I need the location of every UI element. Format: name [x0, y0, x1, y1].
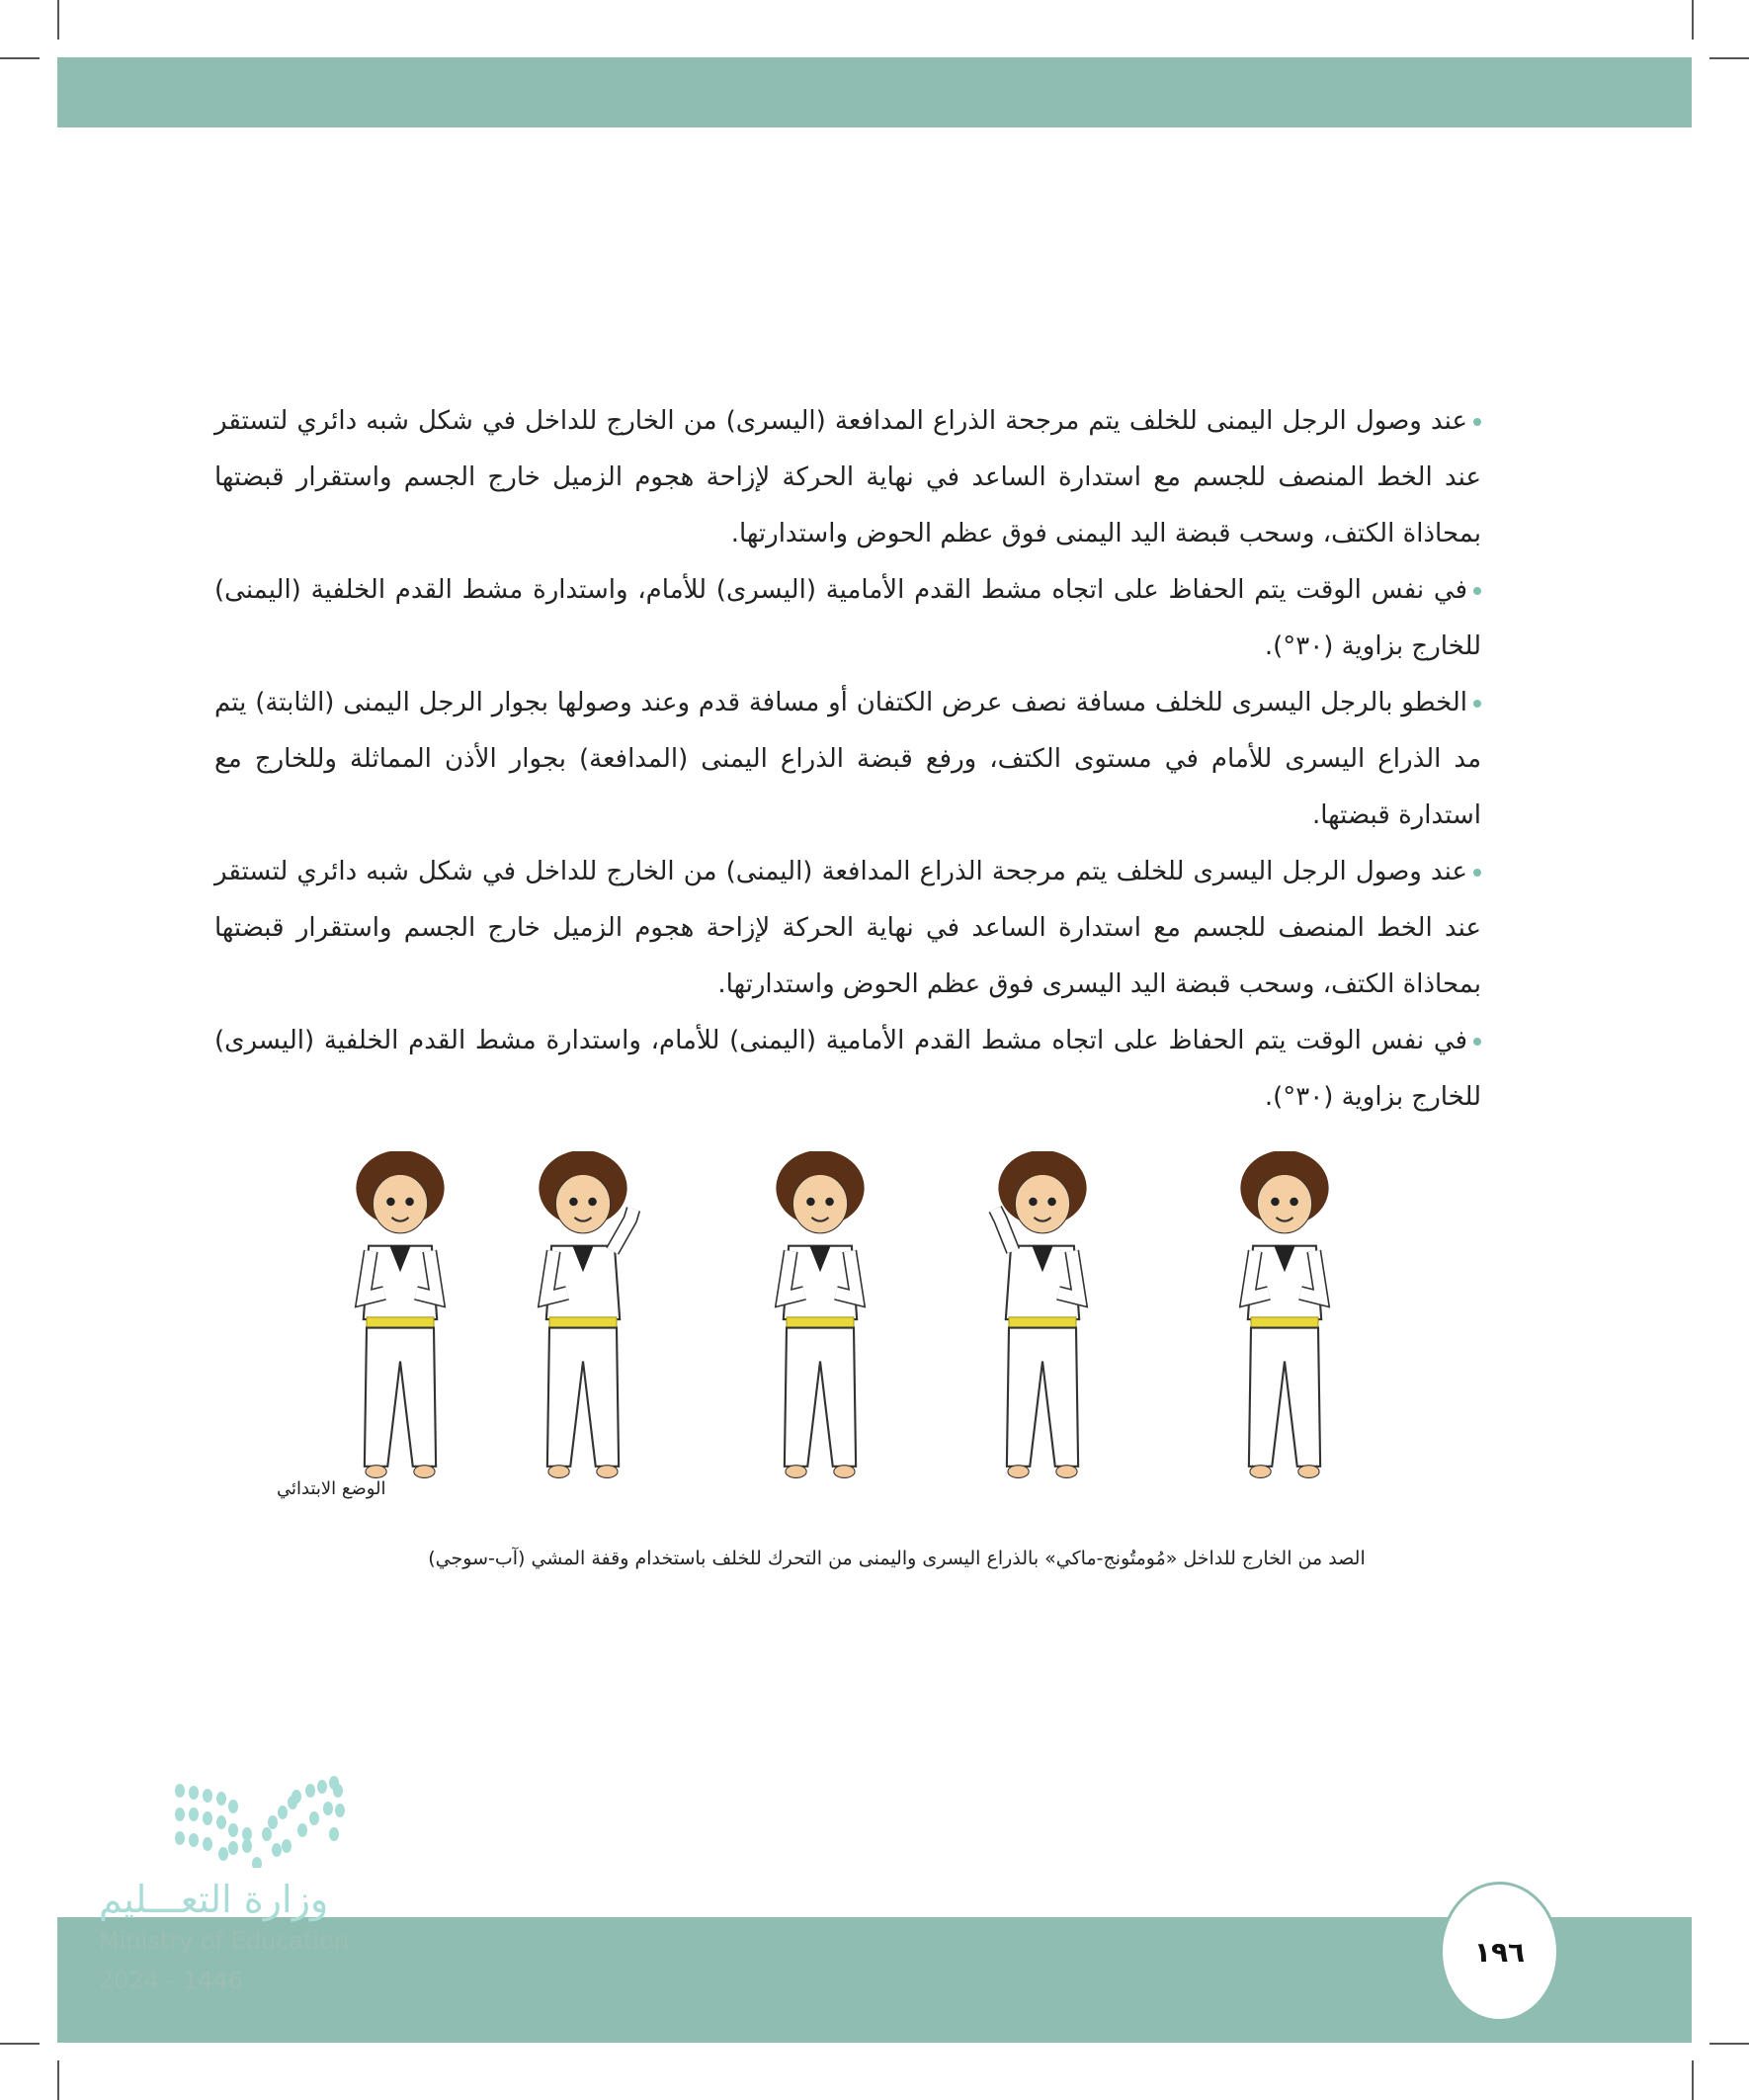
page-number-text: ١٩٦: [1473, 1935, 1526, 1969]
logo-dot: [252, 1857, 262, 1868]
bullet-icon: [1473, 869, 1481, 877]
crop-mark: [57, 0, 59, 40]
crop-mark: [1692, 2060, 1694, 2100]
bullet-paragraph: [214, 1013, 1481, 1126]
bullet-paragraph: [214, 562, 1481, 675]
page-number: [1440, 1882, 1559, 2022]
bullet-icon: [1473, 700, 1481, 708]
crop-mark: [1692, 0, 1694, 40]
logo-dot: [333, 1784, 343, 1798]
logo-dot: [262, 1827, 272, 1841]
karate-figures: [287, 1151, 1462, 1497]
logo-dot: [228, 1841, 238, 1855]
logo-dot: [317, 1780, 327, 1794]
karate-figure: [1210, 1151, 1359, 1487]
crop-mark: [0, 57, 40, 59]
logo-dot: [335, 1804, 345, 1817]
karate-figure: [326, 1151, 474, 1487]
logo-dot: [216, 1815, 226, 1829]
karate-figure: [968, 1151, 1117, 1487]
bullet-paragraph: [214, 675, 1481, 844]
bullet-paragraph: [214, 844, 1481, 1013]
paragraph-text: في نفس الوقت يتم الحفاظ على اتجاه مشط القدم الأمامية (اليمنى) للأمام، واستدارة مشط القدم الخلفية (اليسرى) للخارج بزاوية (٣٠°).: [214, 1026, 1481, 1112]
logo-dot: [203, 1837, 212, 1851]
logo-dot: [272, 1843, 282, 1857]
logo-dot: [268, 1815, 278, 1829]
bullet-paragraph: [214, 393, 1481, 562]
logo-dot: [175, 1807, 185, 1821]
paragraph-text: في نفس الوقت يتم الحفاظ على اتجاه مشط القدم الأمامية (اليسرى) للأمام، واستدارة مشط القدم الخلفية (اليمنى) للخارج بزاوية (٣٠°).: [214, 575, 1481, 661]
logo-dot: [309, 1811, 319, 1825]
crop-mark: [57, 2060, 59, 2100]
paragraph-text: عند وصول الرجل اليسرى للخلف يتم مرجحة الذراع المدافعة (اليمنى) من الخارج للداخل في شكل شبه دائري لتستقر عند الخط المنصف للجسم مع استدارة الساعد في نهاية الحركة لإزاحة هجوم الزميل خارج الجسم واستقرار قبضتها بمحاذاة الكتف، وسحب قبضة اليد اليسرى فوق عظم الحوض واستدارتها.: [214, 857, 1481, 999]
logo-arabic-text: وزارة التعـــليم: [99, 1878, 329, 1921]
logo-dot: [203, 1811, 212, 1825]
logo-dot: [189, 1807, 199, 1821]
logo-dot: [203, 1789, 212, 1803]
crop-mark: [0, 2043, 40, 2045]
logo-dot: [189, 1833, 199, 1847]
bullet-icon: [1473, 418, 1481, 426]
logo-dot: [216, 1792, 226, 1806]
logo-dot: [175, 1831, 185, 1845]
karate-figure: [509, 1151, 657, 1487]
figure-caption: الصد من الخارج للداخل «مُومتُونج-ماكي» بالذراع اليسرى واليمنى من التحرك للخلف باستخدام وقفة المشي (آب-سوجي): [428, 1548, 1366, 1569]
logo-dot: [228, 1800, 238, 1813]
instructions-text: [214, 393, 1481, 1126]
logo-dot: [297, 1823, 307, 1837]
logo-year-text: 2024 - 1446: [99, 1967, 244, 1994]
crop-mark: [1709, 57, 1749, 59]
crop-mark: [1709, 2043, 1749, 2045]
top-band: [57, 57, 1692, 127]
logo-dot: [305, 1784, 315, 1798]
karate-figure: [746, 1151, 894, 1487]
logo-dot: [218, 1847, 228, 1861]
logo-dot: [189, 1786, 199, 1800]
bullet-icon: [1473, 587, 1481, 595]
logo-dot: [278, 1806, 288, 1819]
bullet-icon: [1473, 1038, 1481, 1046]
paragraph-text: عند وصول الرجل اليمنى للخلف يتم مرجحة الذراع المدافعة (اليسرى) من الخارج للداخل في شكل شبه دائري لتستقر عند الخط المنصف للجسم مع استدارة الساعد في نهاية الحركة لإزاحة هجوم الزميل خارج الجسم واستقرار قبضتها بمحاذاة الكتف، وسحب قبضة اليد اليمنى فوق عظم الحوض واستدارتها.: [214, 406, 1481, 548]
logo-dot: [175, 1784, 185, 1798]
logo-dot: [323, 1802, 333, 1815]
start-position-label: الوضع الابتدائي: [277, 1478, 386, 1499]
logo-dot: [329, 1827, 339, 1841]
paragraph-text: الخطو بالرجل اليسرى للخلف مسافة نصف عرض الكتفان أو مسافة قدم وعند وصولها بجوار الرجل اليمنى (الثابتة) يتم مد الذراع اليسرى للأمام في مستوى الكتف، ورفع قبضة الذراع اليمنى (المدافعة) بجوار الأذن المماثلة وللخارج مع استدارة قبضتها.: [214, 688, 1481, 830]
logo-dot: [292, 1790, 301, 1804]
logo-english-text: Ministry of Education: [99, 1927, 350, 1955]
logo-dot: [282, 1839, 292, 1853]
logo-dot: [228, 1823, 238, 1837]
logo-dot: [242, 1827, 252, 1841]
ministry-logo-icon: [99, 1769, 474, 1868]
logo-dot: [242, 1839, 252, 1853]
